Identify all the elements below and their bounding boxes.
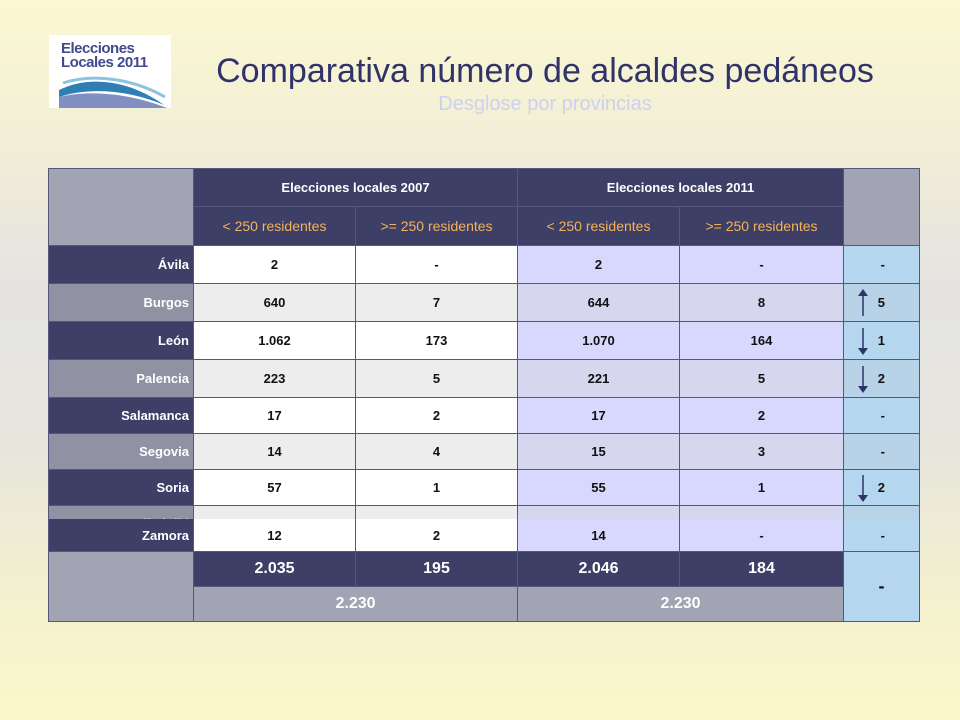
province-cell bbox=[49, 398, 193, 433]
comparison-table bbox=[48, 168, 920, 622]
province-cell bbox=[49, 470, 193, 505]
value-cell bbox=[518, 470, 679, 505]
cell-value: 2 bbox=[270, 257, 279, 272]
value-cell bbox=[680, 360, 843, 397]
cell-value: 640 bbox=[263, 295, 286, 310]
cell-value: 57 bbox=[267, 480, 282, 495]
value-cell bbox=[194, 398, 355, 433]
cell-value: 12 bbox=[267, 527, 282, 543]
value-cell bbox=[356, 360, 517, 397]
total-2007-lt250: 2.035 bbox=[194, 552, 355, 586]
value-cell bbox=[194, 519, 355, 551]
cell-value: 2 bbox=[594, 257, 603, 272]
cell-value: 3 bbox=[757, 444, 766, 459]
total-2011-ge250: 184 bbox=[680, 552, 843, 586]
value-cell bbox=[194, 470, 355, 505]
sum-2007: 2.230 bbox=[194, 587, 517, 621]
page-title: Comparativa número de alcaldes pedáneos bbox=[216, 52, 874, 90]
cell-value: 2 bbox=[757, 408, 766, 423]
logo-text-line2: Locales 2011 bbox=[61, 54, 148, 71]
value-cell bbox=[194, 246, 355, 283]
value-cell bbox=[356, 470, 517, 505]
province-cell bbox=[49, 284, 193, 321]
subheader-2011-lt250: < 250 residentes bbox=[518, 207, 679, 245]
cell-value: - bbox=[759, 527, 764, 543]
province-cell bbox=[49, 434, 193, 469]
province-cell bbox=[49, 246, 193, 283]
total-diff: - bbox=[844, 552, 919, 621]
diff-value: - bbox=[880, 257, 885, 272]
value-cell bbox=[518, 398, 679, 433]
diff-cell bbox=[844, 284, 919, 321]
diff-cell bbox=[844, 398, 919, 433]
diff-cell bbox=[844, 360, 919, 397]
value-cell bbox=[194, 360, 355, 397]
value-cell bbox=[518, 434, 679, 469]
value-cell bbox=[356, 398, 517, 433]
cell-value: 644 bbox=[587, 295, 610, 310]
subheader-2007-lt250: < 250 residentes bbox=[194, 207, 355, 245]
header-corner-left bbox=[49, 169, 193, 245]
cell-value: - bbox=[759, 257, 764, 272]
value-cell bbox=[518, 519, 679, 551]
cell-value: 55 bbox=[591, 480, 606, 495]
total-2011-lt250: 2.046 bbox=[518, 552, 679, 586]
value-cell bbox=[680, 322, 843, 359]
cell-value: 8 bbox=[757, 295, 766, 310]
province-label: Burgos bbox=[143, 295, 189, 310]
sum-2011: 2.230 bbox=[518, 587, 843, 621]
cell-value: 1 bbox=[432, 480, 441, 495]
value-cell bbox=[680, 246, 843, 283]
header-corner-right bbox=[844, 169, 919, 245]
value-cell bbox=[518, 360, 679, 397]
total-2007-ge250: 195 bbox=[356, 552, 517, 586]
subheader-2007-ge250: >= 250 residentes bbox=[356, 207, 517, 245]
cell-value: 14 bbox=[267, 444, 282, 459]
group-header-2011: Elecciones locales 2011 bbox=[518, 169, 843, 206]
province-cell bbox=[49, 519, 193, 551]
arrow-up-icon bbox=[857, 289, 869, 317]
cell-value: 223 bbox=[263, 371, 286, 386]
arrow-down-icon bbox=[857, 474, 869, 502]
cell-value: 4 bbox=[432, 444, 441, 459]
value-cell bbox=[356, 322, 517, 359]
diff-value: 1 bbox=[877, 333, 885, 348]
diff-cell bbox=[844, 434, 919, 469]
province-cell bbox=[49, 360, 193, 397]
diff-cell bbox=[844, 470, 919, 505]
province-label: Soria bbox=[156, 480, 189, 495]
cell-value: 5 bbox=[432, 371, 441, 386]
value-cell bbox=[194, 284, 355, 321]
cell-value: 2 bbox=[432, 408, 441, 423]
value-cell bbox=[356, 246, 517, 283]
diff-value: - bbox=[880, 527, 885, 543]
province-label: Ávila bbox=[157, 257, 189, 272]
value-cell bbox=[194, 322, 355, 359]
cell-value: 173 bbox=[425, 333, 448, 348]
value-cell bbox=[680, 470, 843, 505]
value-cell bbox=[680, 434, 843, 469]
cell-value: 1.070 bbox=[582, 333, 615, 348]
cell-value: 2 bbox=[432, 527, 441, 543]
value-cell bbox=[680, 519, 843, 551]
province-label: Salamanca bbox=[121, 408, 189, 423]
value-cell bbox=[680, 398, 843, 433]
value-cell bbox=[356, 434, 517, 469]
value-cell bbox=[356, 284, 517, 321]
value-cell bbox=[356, 519, 517, 551]
province-cell bbox=[49, 322, 193, 359]
group-header-2007: Elecciones locales 2007 bbox=[194, 169, 517, 206]
diff-value: - bbox=[880, 408, 885, 423]
subheader-2011-ge250: >= 250 residentes bbox=[680, 207, 843, 245]
cell-value: 1.062 bbox=[258, 333, 291, 348]
cell-value: - bbox=[434, 257, 439, 272]
cell-value: 1 bbox=[757, 480, 766, 495]
province-label: Zamora bbox=[142, 527, 189, 543]
cell-value: 15 bbox=[591, 444, 606, 459]
totals-corner bbox=[49, 552, 193, 621]
value-cell bbox=[518, 284, 679, 321]
value-cell bbox=[518, 322, 679, 359]
page-subtitle: Desglose por provincias bbox=[438, 93, 652, 115]
province-label: León bbox=[157, 333, 189, 348]
cell-value: 5 bbox=[757, 371, 766, 386]
diff-cell bbox=[844, 519, 919, 551]
arrow-down-icon bbox=[857, 327, 869, 355]
value-cell bbox=[518, 246, 679, 283]
cell-value: 164 bbox=[750, 333, 773, 348]
cell-value: 17 bbox=[267, 408, 282, 423]
cell-value: 221 bbox=[587, 371, 610, 386]
value-cell bbox=[194, 434, 355, 469]
cell-value: 14 bbox=[591, 527, 606, 543]
cell-value: 7 bbox=[432, 295, 441, 310]
diff-cell bbox=[844, 322, 919, 359]
logo-text-line1: Elecciones bbox=[61, 40, 135, 57]
diff-value: 2 bbox=[877, 480, 885, 495]
province-label: Segovia bbox=[139, 444, 189, 459]
diff-value: 2 bbox=[877, 371, 885, 386]
arrow-down-icon bbox=[857, 365, 869, 393]
value-cell bbox=[680, 284, 843, 321]
cell-value: 17 bbox=[591, 408, 606, 423]
diff-cell bbox=[844, 246, 919, 283]
diff-value: 5 bbox=[877, 295, 885, 310]
province-label: Palencia bbox=[136, 371, 189, 386]
diff-value: - bbox=[880, 444, 885, 459]
